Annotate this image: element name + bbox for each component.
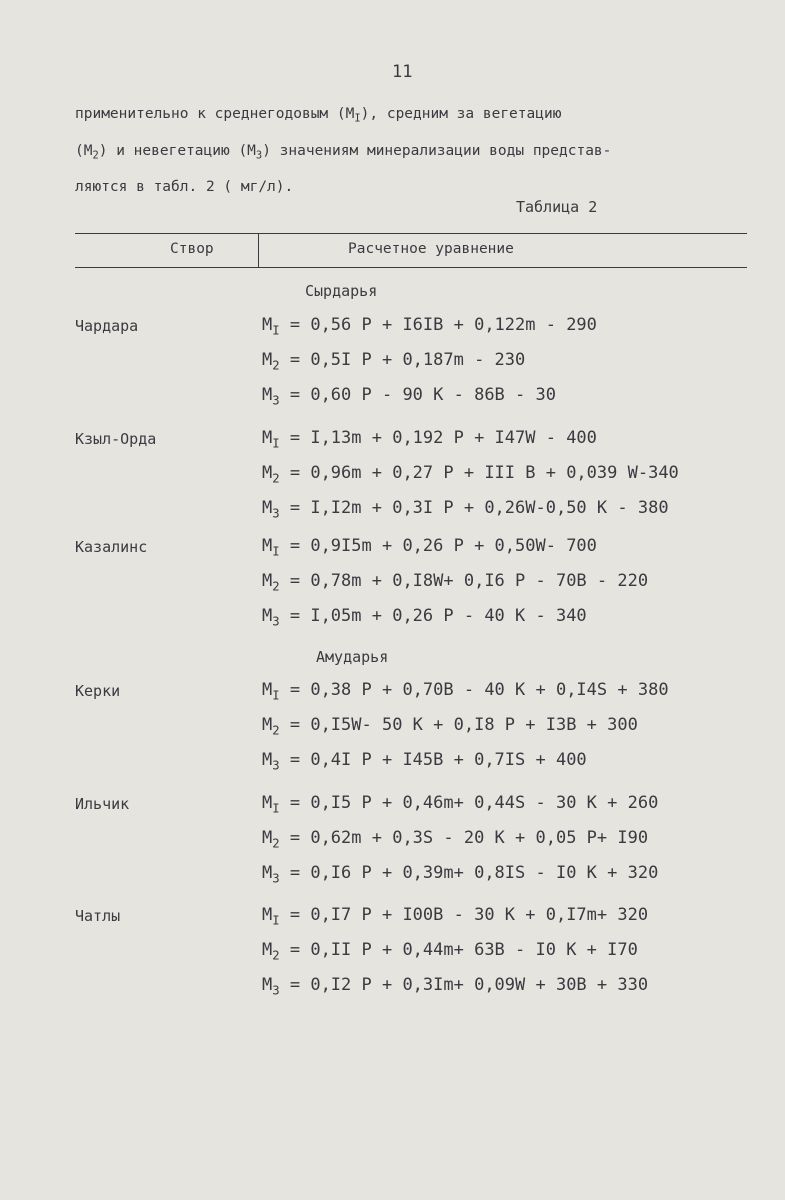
equation: [262, 940, 638, 962]
equation-rhs: = 0,38 P + 0,70B - 40 K + 0,I4S + 380: [279, 680, 669, 700]
equation-subscript: I: [272, 436, 280, 451]
equation-rhs: = I,13m + 0,192 P + I47W - 400: [279, 428, 597, 448]
equation: [262, 793, 658, 815]
station-name: Керки: [75, 682, 121, 700]
equation-rhs: = 0,I5 P + 0,46m+ 0,44S - 30 K + 260: [279, 793, 659, 813]
equation-rhs: = 0,4I P + I45B + 0,7IS + 400: [279, 750, 587, 770]
table-header-divider: [258, 234, 259, 268]
equation-variable: M: [262, 536, 273, 556]
equation: [262, 750, 587, 772]
equation-rhs: = 0,60 P - 90 K - 86B - 30: [279, 385, 556, 405]
intro-paragraph: [75, 98, 735, 203]
equation-subscript: 2: [272, 948, 280, 963]
equation: [262, 905, 648, 927]
equation-rhs: = 0,62m + 0,3S - 20 K + 0,05 P+ I90: [279, 828, 649, 848]
equation-variable: M: [262, 940, 273, 960]
equation-rhs: = 0,78m + 0,I8W+ 0,I6 P - 70B - 220: [279, 571, 649, 591]
equation-subscript: 2: [272, 723, 280, 738]
equation-rhs: = I,I2m + 0,3I P + 0,26W-0,50 K - 380: [279, 498, 669, 518]
equation: [262, 498, 669, 520]
equation-variable: M: [262, 385, 273, 405]
equation-rhs: = I,05m + 0,26 P - 40 K - 340: [279, 606, 587, 626]
page-number: 11: [392, 62, 413, 82]
equation-rhs: = 0,I7 P + I00B - 30 K + 0,I7m+ 320: [279, 905, 649, 925]
intro-line-1: применительно к среднегодовым $(M_I)$, средним за вегетацию: [75, 106, 562, 125]
equation-variable: M: [262, 350, 273, 370]
equation: [262, 606, 587, 628]
equation-rhs: = 0,56 P + I6IB + 0,122m - 290: [279, 315, 597, 335]
equation-subscript: I: [272, 913, 280, 928]
equation-variable: M: [262, 863, 273, 883]
equation: [262, 571, 648, 593]
equation-variable: M: [262, 680, 273, 700]
equation-variable: M: [262, 498, 273, 518]
equation-rhs: = 0,96m + 0,27 P + III B + 0,039 W-340: [279, 463, 679, 483]
equation-subscript: 2: [272, 471, 280, 486]
equation-variable: M: [262, 715, 273, 735]
equation: [262, 463, 679, 485]
equation-rhs: = 0,I6 P + 0,39m+ 0,8IS - I0 K + 320: [279, 863, 659, 883]
equation-rhs: = 0,5I P + 0,187m - 230: [279, 350, 526, 370]
equation-subscript: 3: [272, 393, 280, 408]
intro-line-3: ляются в табл. 2 ( мг/л).: [75, 179, 294, 196]
equation-subscript: 3: [272, 758, 280, 773]
equation-subscript: 3: [272, 983, 280, 998]
station-name: Чатлы: [75, 907, 121, 925]
equation: [262, 315, 597, 337]
equation-rhs: = 0,9I5m + 0,26 P + 0,50W- 700: [279, 536, 597, 556]
intro-line-2: $(M_2)$ и невегетацию $(M_3)$ значениям минерализации воды представ-: [75, 142, 612, 162]
equation-variable: M: [262, 793, 273, 813]
equation: [262, 536, 597, 558]
equation-subscript: 2: [272, 836, 280, 851]
station-name: Казалинс: [75, 538, 148, 556]
equation-variable: M: [262, 905, 273, 925]
equation-variable: M: [262, 428, 273, 448]
equation-subscript: I: [272, 801, 280, 816]
station-name: Ильчик: [75, 795, 130, 813]
equation-rhs: = 0,II P + 0,44m+ 63B - I0 K + I70: [279, 940, 638, 960]
equation-subscript: 3: [272, 506, 280, 521]
equation-rhs: = 0,I5W- 50 K + 0,I8 P + I3B + 300: [279, 715, 638, 735]
table-header-rule: [75, 267, 747, 268]
table-top-rule: [75, 233, 747, 234]
river-heading: Сырдарья: [305, 282, 378, 300]
equation-subscript: 2: [272, 358, 280, 373]
equation-subscript: 3: [272, 871, 280, 886]
equation-rhs: = 0,I2 P + 0,3Im+ 0,09W + 30B + 330: [279, 975, 649, 995]
equation-variable: M: [262, 315, 273, 335]
equation: [262, 350, 525, 372]
equation: [262, 828, 648, 850]
table-caption: Таблица 2: [516, 198, 598, 216]
river-heading: Амударья: [316, 648, 389, 666]
equation-variable: M: [262, 750, 273, 770]
column-header-equation: Расчетное уравнение: [348, 241, 514, 257]
equation: [262, 680, 669, 702]
station-name: Чардара: [75, 317, 139, 335]
equation-subscript: I: [272, 323, 280, 338]
equation-variable: M: [262, 463, 273, 483]
equation-subscript: I: [272, 544, 280, 559]
column-header-station: Створ: [170, 241, 214, 257]
equation-variable: M: [262, 606, 273, 626]
equation: [262, 715, 638, 737]
equation-variable: M: [262, 828, 273, 848]
equation-subscript: 2: [272, 579, 280, 594]
equation: [262, 863, 658, 885]
equation-subscript: 3: [272, 614, 280, 629]
equation-variable: M: [262, 571, 273, 591]
equation: [262, 385, 556, 407]
equation-subscript: I: [272, 688, 280, 703]
equation: [262, 975, 648, 997]
station-name: Кзыл-Орда: [75, 430, 157, 448]
equation-variable: M: [262, 975, 273, 995]
equation: [262, 428, 597, 450]
